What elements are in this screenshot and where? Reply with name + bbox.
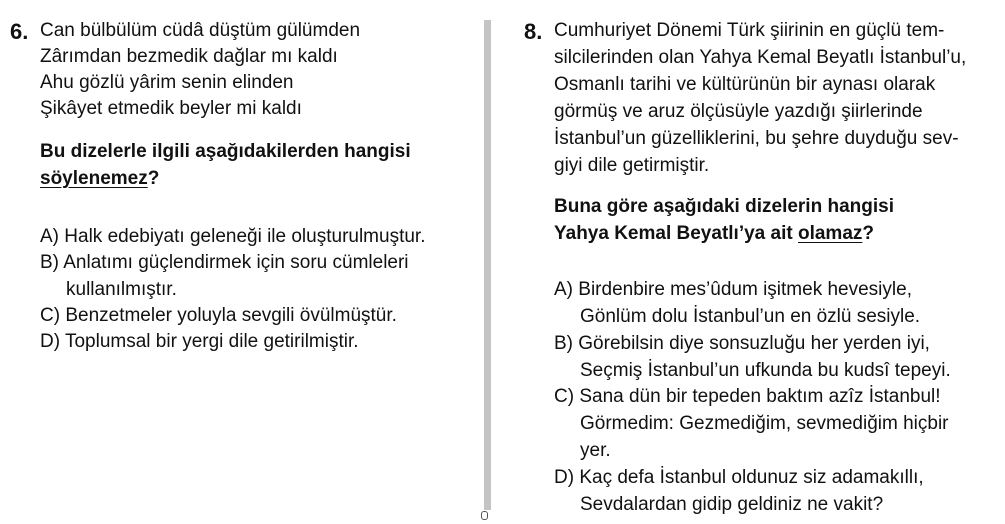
question-8-option-a-continued[interactable]: Gönlüm dolu İstanbul’un en özlü sesiyle. [580, 306, 921, 327]
question-6-question-mark: ? [147, 168, 160, 189]
poem-line-2: Zârımdan bezmedik dağlar mı kaldı [40, 46, 338, 67]
question-8-question-mark: ? [862, 223, 874, 244]
question-8-stem-line-1: Cumhuriyet Dönemi Türk şiirinin en güçlü tem- [554, 20, 945, 41]
question-6-prompt-line-2 [40, 166, 159, 192]
question-6-negative-keyword: söylenemez [40, 168, 148, 189]
question-8-stem-line-4: görmüş ve aruz ölçüsüyle yazdığı şiirlerinde [554, 101, 923, 122]
question-8-prompt-line-2 [554, 221, 874, 247]
question-8-stem-line-2: silcilerinden olan Yahya Kemal Beyatlı İstanbul’u, [554, 47, 967, 68]
question-8-stem-line-3: Osmanlı tarihi ve kültürünün bir aynası olarak [554, 74, 936, 95]
question-8-prompt-line-1: Buna göre aşağıdaki dizelerin hangisi [554, 196, 894, 217]
question-6-option-c[interactable]: C) Benzetmeler yoluyla sevgili övülmüştür. [40, 305, 397, 326]
poem-line-4: Şikâyet etmedik beyler mi kaldı [40, 98, 302, 119]
poem-line-1: Can bülbülüm cüdâ düştüm gülümden [40, 20, 361, 41]
poem-line-3: Ahu gözlü yârim senin elinden [40, 72, 294, 93]
question-6-option-b-continued[interactable]: kullanılmıştır. [66, 279, 177, 300]
question-6-option-d[interactable]: D) Toplumsal bir yergi dile getirilmiştir. [40, 331, 359, 352]
question-8-option-a[interactable]: A) Birdenbire mes’ûdum işitmek hevesiyle, [554, 279, 912, 300]
question-6-option-a[interactable]: A) Halk edebiyatı geleneği ile oluşturulmuştur. [40, 226, 426, 247]
question-8-prompt-start: Yahya Kemal Beyatlı’ya ait [554, 223, 798, 244]
page-corner-mark [481, 511, 488, 520]
question-8-stem-line-6: giyi dile getirmiştir. [554, 155, 710, 176]
question-6-prompt-line-1: Bu dizelerle ilgili aşağıdakilerden hangisi [40, 141, 411, 162]
question-8-stem-line-5: İstanbul’un güzelliklerini, bu şehre duyduğu sev- [554, 128, 959, 149]
question-6-option-b[interactable]: B) Anlatımı güçlendirmek için soru cümleleri [40, 252, 409, 273]
question-8-option-d-continued[interactable]: Sevdalardan gidip geldiniz ne vakit? [580, 494, 884, 515]
question-8-option-c-continued-2[interactable]: yer. [580, 440, 611, 461]
question-8-option-d[interactable]: D) Kaç defa İstanbul oldunuz siz adamakıllı, [554, 467, 924, 488]
question-6-number: 6. [10, 19, 29, 44]
question-8-option-c-continued[interactable]: Görmedim: Gezmediğim, sevmediğim hiçbir [580, 413, 949, 434]
question-8-option-c[interactable]: C) Sana dün bir tepeden baktım azîz İstanbul! [554, 386, 941, 407]
question-8-option-b-continued[interactable]: Seçmiş İstanbul’un ufkunda bu kudsî tepeyi. [580, 360, 951, 381]
question-8-option-b[interactable]: B) Görebilsin diye sonsuzluğu her yerden iyi, [554, 333, 930, 354]
question-8-number: 8. [524, 19, 543, 44]
column-divider [484, 20, 491, 510]
question-8-negative-keyword: olamaz [797, 223, 863, 244]
